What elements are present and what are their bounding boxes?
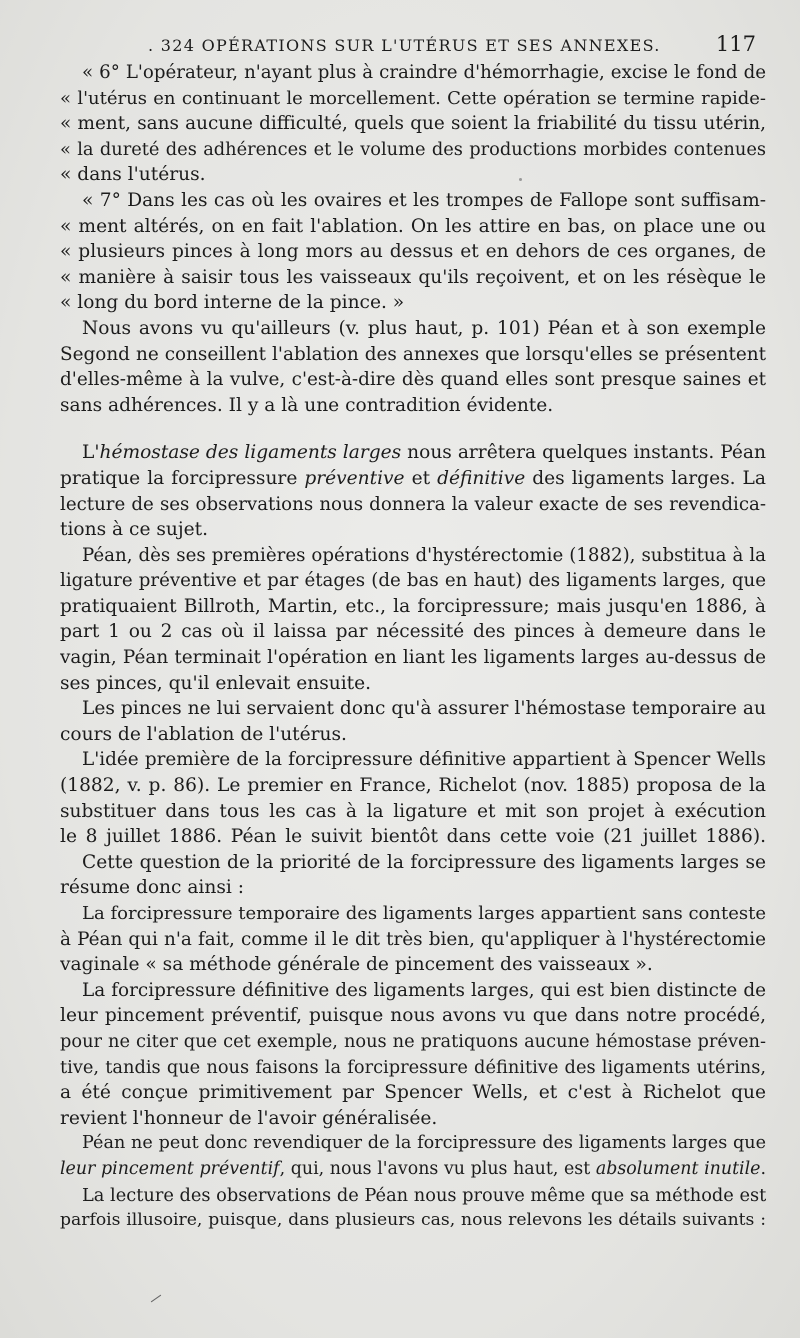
text-line: « long du bord interne de la pince. » xyxy=(60,292,405,314)
text-line: revient l'honneur de l'avoir généralisée. xyxy=(60,1107,438,1129)
running-title: . 324 OPÉRATIONS SUR L'UTÉRUS ET SES ANNEXES. xyxy=(148,36,661,55)
text-line: ses pinces, qu'il enlevait ensuite. xyxy=(60,672,372,694)
text-line: pour ne citer que cet exemple, nous ne pratiquons aucune hémostase préven- xyxy=(60,1030,766,1052)
text-line: lecture de ses observations nous donnera la valeur exacte de ses revendica- xyxy=(60,493,766,515)
text-line: d'elles-même à la vulve, c'est-à-dire dès quand elles sont presque saines et xyxy=(60,369,766,391)
text-line: vagin, Péan terminait l'opération en liant les ligaments larges au-dessus de xyxy=(60,647,766,669)
text-line: La forcipressure temporaire des ligaments larges appartient sans conteste xyxy=(82,903,766,924)
text-line: résume donc ainsi : xyxy=(60,877,245,899)
text-line: La forcipressure définitive des ligaments larges, qui est bien distincte de xyxy=(82,979,766,1001)
running-head xyxy=(148,34,756,58)
paragraph-gap xyxy=(60,418,766,440)
text-line: « la dureté des adhérences et le volume des productions morbides contenues xyxy=(60,138,766,160)
text-line: « plusieurs pinces à long mors au dessus et en dehors de ces organes, de xyxy=(60,241,766,263)
text-line: L'hémostase des ligaments larges nous arrêtera quelques instants. Péan xyxy=(82,442,766,464)
text-line: (1882, v. p. 86). Le premier en France, Richelot (nov. 1885) proposa de la xyxy=(60,775,766,797)
text-line: ligature préventive et par étages (de bas en haut) des ligaments larges, que xyxy=(60,570,766,592)
text-line: pratiquaient Billroth, Martin, etc., la forcipressure; mais jusqu'en 1886, à xyxy=(60,595,766,617)
text-line: « ment, sans aucune difficulté, quels que soient la friabilité du tissu utérin, xyxy=(60,113,766,135)
text-line: « l'utérus en continuant le morcellement. Cette opération se termine rapide- xyxy=(60,87,766,109)
text-line: « dans l'utérus. xyxy=(60,164,206,186)
text-line: L'idée première de la forcipressure définitive appartient à Spencer Wells xyxy=(82,749,766,771)
text-line: parfois illusoire, puisque, dans plusieurs cas, nous relevons les détails suivants : xyxy=(60,1210,766,1231)
text-line: tive, tandis que nous faisons la forcipressure définitive des ligaments utérins, xyxy=(60,1056,766,1078)
body-text xyxy=(60,60,766,1234)
text-line: Nous avons vu qu'ailleurs (v. plus haut, p. 101) Péan et à son exemple xyxy=(82,317,766,339)
text-line: « manière à saisir tous les vaisseaux qu'ils reçoivent, et on les résèque le xyxy=(60,266,766,288)
text-line: Cette question de la priorité de la forcipressure des ligaments larges se xyxy=(82,851,766,873)
text-line: Péan, dès ses premières opérations d'hystérectomie (1882), substitua à la xyxy=(82,544,766,566)
text-line: La lecture des observations de Péan nous prouve même que sa méthode est xyxy=(82,1184,766,1206)
text-line: leur pincement préventif, qui, nous l'avons vu plus haut, est absolument inutile. xyxy=(60,1158,766,1179)
page-number: 117 xyxy=(715,32,756,56)
text-line: à Péan qui n'a fait, comme il le dit très bien, qu'appliquer à l'hystérectomie xyxy=(60,928,766,950)
text-line: leur pincement préventif, puisque nous avons vu que dans notre procédé, xyxy=(60,1005,766,1027)
text-line: Les pinces ne lui servaient donc qu'à assurer l'hémostase temporaire au xyxy=(82,698,766,720)
text-line: substituer dans tous les cas à la ligature et mit son projet à exécution xyxy=(60,800,766,822)
text-line: Segond ne conseillent l'ablation des annexes que lorsqu'elles se présentent xyxy=(60,343,766,365)
text-line: cours de l'ablation de l'utérus. xyxy=(60,723,347,745)
text-line: part 1 ou 2 cas où il laissa par nécessité des pinces à demeure dans le xyxy=(60,621,766,643)
pencil-mark xyxy=(151,1295,161,1303)
text-line: Péan ne peut donc revendiquer de la forcipressure des ligaments larges que xyxy=(82,1133,766,1154)
text-line: vaginale « sa méthode générale de pincement des vaisseaux ». xyxy=(60,954,653,976)
text-line: tions à ce sujet. xyxy=(60,519,209,541)
ink-speck xyxy=(519,178,522,181)
text-line: « ment altérés, on en fait l'ablation. On les attire en bas, on place une ou xyxy=(60,215,766,237)
text-line: sans adhérences. Il y a là une contradition évidente. xyxy=(60,394,554,416)
text-line: le 8 juillet 1886. Péan le suivit bientôt dans cette voie (21 juillet 1886). xyxy=(60,826,766,848)
text-line: « 7° Dans les cas où les ovaires et les trompes de Fallope sont suffisam- xyxy=(82,189,766,211)
text-line: « 6° L'opérateur, n'ayant plus à craindre d'hémorrhagie, excise le fond de xyxy=(82,62,766,83)
text-line: pratique la forcipressure préventive et définitive des ligaments larges. La xyxy=(60,467,766,489)
text-line: a été conçue primitivement par Spencer Wells, et c'est à Richelot que xyxy=(60,1082,766,1104)
